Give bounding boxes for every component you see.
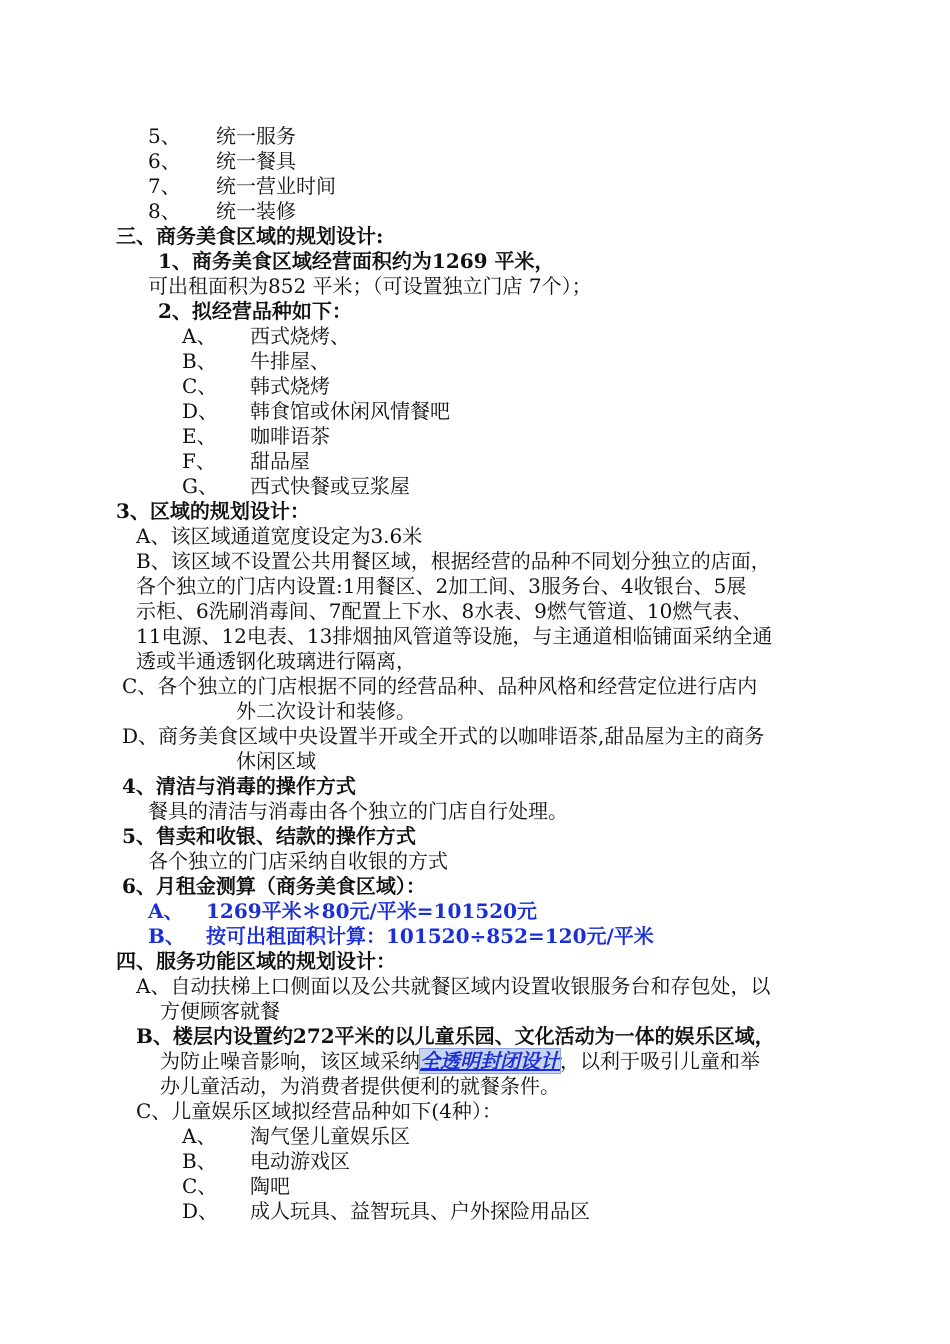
list-text: 统一服务 <box>216 124 296 148</box>
list-item <box>182 474 410 499</box>
list-text: 统一餐具 <box>216 149 296 173</box>
list-item <box>148 174 336 199</box>
list-text: 甜品屋 <box>250 449 310 473</box>
paragraph-line: A、自动扶梯上口侧面以及公共就餐区域内设置收银服务台和存包处，以 <box>136 974 771 998</box>
list-text: 西式快餐或豆浆屋 <box>250 474 410 498</box>
section-heading: 四、服务功能区域的规划设计： <box>116 949 396 973</box>
paragraph-line: 各个独立的门店内设置:1用餐区、2加工间、3服务台、4收银台、5展 <box>136 574 747 598</box>
list-item <box>182 1199 590 1224</box>
list-item <box>182 1174 290 1199</box>
list-text: 牛排屋、 <box>250 349 330 373</box>
list-label: G、 <box>182 474 218 498</box>
list-item <box>182 1124 410 1149</box>
paragraph-line: 11电源、12电表、13排烟抽风管道等设施，与主通道相临铺面采纳全通 <box>136 624 773 648</box>
list-text: 韩食馆或休闲风情餐吧 <box>250 399 450 423</box>
list-number: 5、 <box>148 124 181 148</box>
list-item <box>148 199 296 224</box>
rent-text: 1269平米＊80元/平米=101520元 <box>206 899 538 923</box>
list-text: 淘气堡儿童娱乐区 <box>250 1124 410 1148</box>
paragraph: 各个独立的门店采纳自收银的方式 <box>148 849 448 873</box>
item-title: 3、区域的规划设计： <box>116 499 310 523</box>
list-item <box>148 149 296 174</box>
list-text: 成人玩具、益智玩具、户外探险用品区 <box>250 1199 590 1223</box>
list-label: A、 <box>182 324 217 348</box>
paragraph-line: 外二次设计和装修。 <box>236 699 416 723</box>
rent-calc-b <box>148 924 654 949</box>
list-label: F、 <box>182 449 216 473</box>
list-text: 陶吧 <box>250 1174 290 1198</box>
paragraph-line: C、各个独立的门店根据不同的经营品种、品种风格和经营定位进行店内 <box>122 674 758 698</box>
highlighted-link[interactable]: 全透明封闭设计 <box>420 1049 560 1073</box>
list-label: C、 <box>182 374 218 398</box>
item-title: 6、月租金测算（商务美食区域）： <box>122 874 426 898</box>
list-label: B、 <box>182 1149 217 1173</box>
paragraph-line: 办儿童活动，为消费者提供便利的就餐条件。 <box>160 1074 560 1098</box>
list-item <box>148 124 296 149</box>
item-title: 2、拟经营品种如下： <box>158 299 352 323</box>
item-title: 1、商务美食区域经营面积约为1269 平米， <box>158 249 555 273</box>
rent-label: B、 <box>148 924 185 948</box>
list-number: 7、 <box>148 174 181 198</box>
rent-label: A、 <box>148 899 184 923</box>
section-heading: 三、商务美食区域的规划设计: <box>116 224 384 248</box>
list-text: 咖啡语茶 <box>250 424 330 448</box>
list-item <box>182 1149 350 1174</box>
list-label: C、 <box>182 1174 218 1198</box>
list-label: D、 <box>182 399 219 423</box>
list-item <box>182 374 330 399</box>
paragraph-line: 方便顾客就餐 <box>160 999 280 1023</box>
rent-calc-a <box>148 899 537 924</box>
paragraph-line: 透或半通透钢化玻璃进行隔离， <box>136 649 416 673</box>
text-run: ，以利于吸引儿童和举 <box>560 1049 760 1073</box>
list-number: 6、 <box>148 149 181 173</box>
list-text: 韩式烧烤 <box>250 374 330 398</box>
list-item <box>182 349 330 374</box>
paragraph-line: D、商务美食区域中央设置半开或全开式的以咖啡语茶,甜品屋为主的商务 <box>122 724 765 748</box>
paragraph: A、该区域通道宽度设定为3.6米 <box>136 524 423 548</box>
list-item <box>182 449 310 474</box>
list-text: 统一营业时间 <box>216 174 336 198</box>
list-label: E、 <box>182 424 217 448</box>
list-label: A、 <box>182 1124 217 1148</box>
paragraph-line: B、楼层内设置约272平米的以儿童乐园、文化活动为一体的娱乐区域， <box>136 1024 775 1048</box>
rent-text: 按可出租面积计算：101520÷852=120元/平米 <box>206 924 654 948</box>
paragraph-line: B、该区域不设置公共用餐区域，根据经营的品种不同划分独立的店面， <box>136 549 771 573</box>
list-text: 统一装修 <box>216 199 296 223</box>
item-title: 4、清洁与消毒的操作方式 <box>122 774 356 798</box>
paragraph: 餐具的清洁与消毒由各个独立的门店自行处理。 <box>148 799 568 823</box>
paragraph-line: 休闲区域 <box>236 749 316 773</box>
list-number: 8、 <box>148 199 181 223</box>
list-item <box>182 424 330 449</box>
list-text: 电动游戏区 <box>250 1149 350 1173</box>
paragraph: 可出租面积为852 平米；（可设置独立门店 7个）； <box>148 274 592 298</box>
paragraph-line: 示柜、6洗刷消毒间、7配置上下水、8水表、9燃气管道、10燃气表、 <box>136 599 753 623</box>
paragraph-line: C、儿童娱乐区域拟经营品种如下(4种）： <box>136 1099 502 1123</box>
item-title: 5、售卖和收银、结款的操作方式 <box>122 824 416 848</box>
list-item <box>182 324 350 349</box>
paragraph-line <box>160 1049 760 1074</box>
text-run: 为防止噪音影响，该区域采纳 <box>160 1049 420 1073</box>
list-item <box>182 399 450 424</box>
list-label: B、 <box>182 349 217 373</box>
list-text: 西式烧烤、 <box>250 324 350 348</box>
list-label: D、 <box>182 1199 219 1223</box>
